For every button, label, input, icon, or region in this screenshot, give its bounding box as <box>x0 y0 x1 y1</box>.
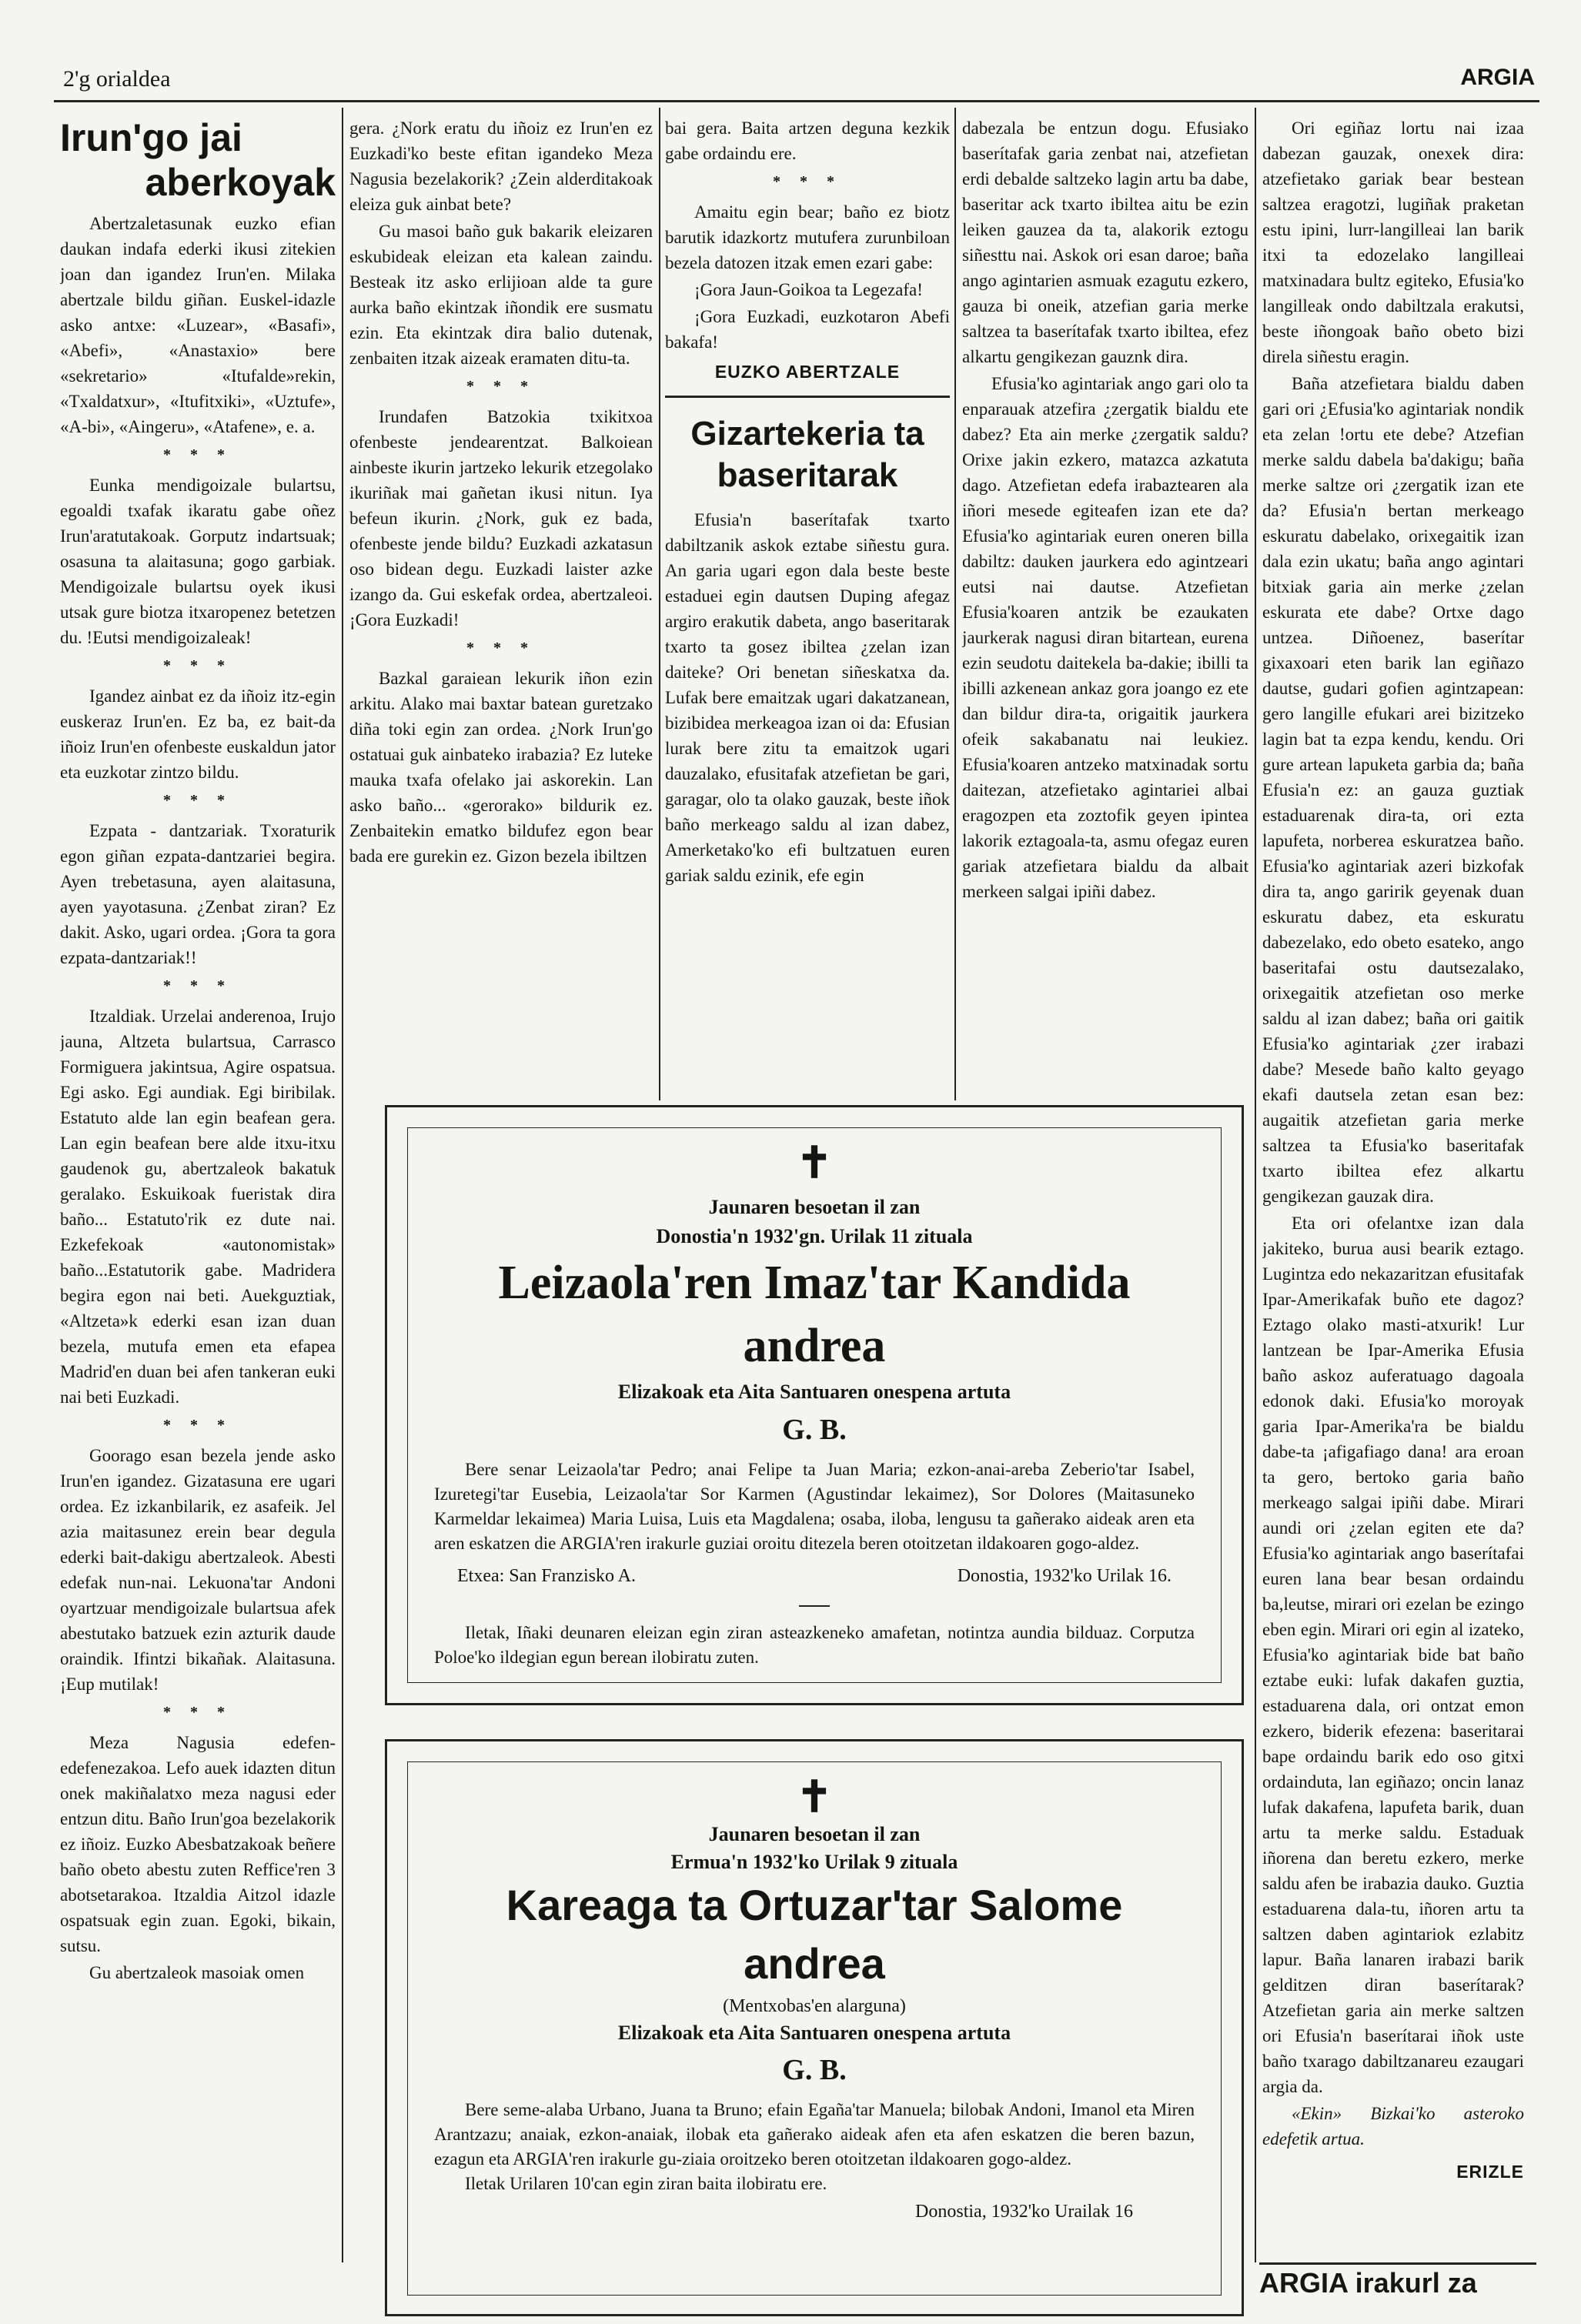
article-title-line1: Irun'go jai <box>60 116 242 159</box>
section-divider: * * * <box>163 657 232 674</box>
notice-subtitle: (Mentxobas'en alarguna) <box>723 1996 906 2016</box>
column-4-article <box>962 115 1248 1100</box>
paragraph: ¡Gora Jaun-Goikoa ta Legezafa! <box>694 280 923 299</box>
paragraph: Meza Nagusia edefen-edefenezakoa. Lefo auek idazten ditun onek makiñalatxo meza nagusi eder entzun ditu. Baño Irun'goa bezelakorik ez iñoiz. Euzko Abesbatzakoak beñere baño obeto abestu zuten Reffice'ren 3 abotsetarakoa. Itzaldia Aitzol idazle ospatsuak egin zuan. Egoki, bikain, sutsu. <box>60 1733 336 1955</box>
notice-funeral: Iletak Urilaren 10'can egin ziran baita ilobiratu ere. <box>465 2174 827 2193</box>
notice-body: Bere seme-alaba Urbano, Juana ta Bruno; efain Egaña'tar Manuela; bilobak Andoni, Imanol eta Miren Arantzazu; anaiak, ezkon-anaiak, ilobak eta gañerako aideak afen eta afen eskatzen die beren bazun, ezagun eta ARGIA'ren irakurle gu-ziaia oroitzeko beren otoitzetan ildakoaren gogo-aldez. <box>434 2100 1195 2169</box>
rip-initials: G. B. <box>782 1414 847 1446</box>
section-divider: * * * <box>163 446 232 463</box>
section-divider: * * * <box>466 639 536 656</box>
section-divider: * * * <box>466 378 536 395</box>
obituary-notice-2 <box>385 1739 1244 2316</box>
section-divider: * * * <box>163 1417 232 1434</box>
section-divider: * * * <box>163 792 232 809</box>
paragraph: Abertzaletasunak euzko efian daukan indafa ederki ikusi zitekien joan dan igandez Irun'en. Milaka abertzale bildu giñan. Euskel-idazle asko antxe: «Luzear», «Basafi», «Abefi», «Anastaxio» bere «sekretario» «Itufalde»rekin, «Txaldatxur», «Itufitxiki», «Uztufe», «A-bi», «Aingeru», «Atafene», e. a. <box>60 214 336 436</box>
column-5-footer <box>1259 2262 1536 2301</box>
notice-line: Elizakoak eta Aita Santuaren onespena artuta <box>617 1381 1011 1403</box>
article-signature: EUZKO ABERTZALE <box>714 362 901 382</box>
notice-date: Donostia, 1932'ko Urailak 16 <box>915 2202 1133 2222</box>
section-title-line1: Gizartekeria ta <box>690 415 924 452</box>
footer-label: ARGIA irakurl za <box>1259 2267 1477 2299</box>
page-number-label: 2'g orialdea <box>63 66 171 92</box>
paragraph: Amaitu egin bear; baño ez biotz barutik idazkortz mutufera zurunbiloan bezela datozen itzak emen ezari gabe: <box>665 202 950 272</box>
column-divider-2 <box>659 108 660 1100</box>
column-5-article <box>1262 115 1524 2262</box>
latin-cross-icon: ✝ <box>796 1774 833 1821</box>
notice-line: Ermua'n 1932'ko Urilak 9 zituala <box>670 1851 958 1873</box>
section-divider: * * * <box>163 1704 232 1721</box>
article-title-line2: aberkoyak <box>145 161 336 204</box>
section-title-line2: baseritarak <box>717 456 898 494</box>
paragraph: Ezpata - dantzariak. Txoraturik egon giñan ezpata-dantzariei begira. Ayen trebetasuna, ayen alaitasuna, ayen yayotasuna. ¿Zenbat ziran? Ez dakit. Asko, ugari ordea. ¡Gora ta gora ezpata-dantzariak!! <box>60 821 336 967</box>
paragraph: Bazkal garaiean lekurik iñon ezin arkitu. Alako mai baxtar batean guretzako diña toki egin zan ordea. ¿Nork Irun'go ostatuai guk ainbateko irabazia? Ez luteke mauka txafa ofelako jai askorekin. Lan asko baño... «gerorako» bildurik ez. Zenbaitekin ematko bildufez egon bear bada ere gurekin ez. Gizon bezela ibiltzen <box>349 669 653 866</box>
paragraph: Eta ori ofelantxe izan dala jakiteko, burua ausi bearik eztago. Lugintza edo nekazaritzan efusitafak Ipar-Amerikafak buño ete dagoz? Eztago olako masti-atxurik! Lur lantzean be Ipar-Amerika Efusia baño askoz auferatuago dagoala edonok daki. Efusia'ko moroyak garia Ipar-Amerika'ra be bialdu dabe-ta ¡afigafiago dana! ara eroan ta gero, bertoko garia baño merkeago salgai ipiñi dabe. Mirari aundi ori ¿zelan egiten ete da? Efusia'ko agintariak ango baserítafai euren lana bear besan ordaindu ba,leutse, mirari ori ezelan be ezingo eben egin. Mirari ori egin al izateko, Efusia'ko agintariak bide bat baño eztabe euki: lufak dakafen guztia, estaduarena dala, ori ontzat emon ezkero, biderik efezena: baseritarai bape ordaindu barik edo oso gitxi ordainduta, lan egiñazo; oncin lanaz lufak dakafena, lapufeta barik, duan artu ta merke saldu. Estaduak iñorena dan beretu ezkero, merke saldu afen be irabazia dauko. Guztia estaduarena dala-tu, iñoren artu ta saltzen daben agintariok ezlabitz lapur. Baña lanaren irabazi barik gelditzen diran baserítarak? Atzefietan garia ain merke saltzen ori Efusia'n baserítarai iñok uste baño txarago dabiltzanareu ezaugari argia da. <box>1262 1214 1524 2096</box>
deceased-name: Kareaga ta Ortuzar'tar Salome andrea <box>506 1881 1123 1988</box>
paragraph: Efusia'ko agintariak ango gari olo ta enparauak atzefira ¿zergatik bialdu ete dabez? Eta ain merke ¿zergatik saldu? Orixe jakin ezkero, matazca azkatuta dago. Atzefietan edefa irabaztearen ala iñori mesede egiteafen izan ete da? Efusia'ko agintariak euren oneren billa dabiltz: dauken jaurkera edo agintzeari eutsi nai dautse. Atzefietan Efusia'koaren antzik be ezaukaten jaurkerak nagusi diran bitartean, eurena ezin seudotu daitekela ba-dakie; ibilli ta ibilli azkenean ankaz gora joango ez ete dan bildur dira-ta, origaitik jaurkera ofeik sakabanatu nai leukiez. Efusia'koaren antzeko matxinadak sortu daitezan, atzefietako agintariei albai eragozpen eta zoztofik geyen ipintea lakorik eztagoala-ta, asmu ofegaz euren gariak atzefietara bialdu da albait merkeen salgai ipiñi dabez. <box>962 374 1248 901</box>
paragraph: dabezala be entzun dogu. Efusiako baserítafak garia zenbat nai, atzefietan erdi debalde saltzeko lagin artu ba dabe, baseritar ack txarto ibiltea aitu be ezin leiken gauzea da ta, alakorik eztogu siñesttu nai. Askok ori esan daroe; baña ango agintarien asmuak ezagutu ezkero, gauza bi oneik, atzefian garia merke saltzea ta baserítafak txarto ibiltea, efez alkartu gengikezan gauznk dira. <box>962 119 1248 366</box>
paragraph: bai gera. Baita artzen deguna kezkik gabe ordaindu ere. <box>665 119 950 163</box>
obituary-frame <box>407 1127 1222 1683</box>
paragraph: Efusia'n baserítafak txarto dabiltzanik askok eztabe siñestu gura. An garia ugari egon dala beste beste estaduei egin dautsen Duping afegaz argiro erakutik dabeta, ango baseritarak txarto ta gosez ibiltea ¿zelan izan daiteke? Ori benetan siñeskatxa da. Lufak bere emaitzak ugari dakatzanean, bizibidea merkeagoa izan oi da: Efusian lurak bere zitu ta emaitzok ugari dauzalako, efusitafak atzefietan be gari, garagar, olo ta olako gauzak, beste iñok baño merkeago saldu al izan dabez, Amerketako'ko efi bultzatuen euren gariak saldu ezinik, efe egin <box>665 510 950 885</box>
notice-line: Elizakoak eta Aita Santuaren onespena artuta <box>617 2022 1011 2044</box>
column-1-article <box>60 115 336 2293</box>
paragraph: Irundafen Batzokia txikitxoa ofenbeste jendearentzat. Balkoiean ainbeste ikurin jartzeko lekurik etzegolako ikuriñak mai gañetan ikusi nitun. Iya befeun ikurin. ¿Nork, guk ez bada, ofenbeste jende bildu? Euzkadi azkatasun oso bidean degu. Euzkadi laister azke izango da. Gui eskefak ordea, abertzaleoi. ¡Gora Euzkadi! <box>349 407 653 629</box>
masthead: ARGIA <box>1460 65 1535 90</box>
paragraph: Ori egiñaz lortu nai izaa dabezan gauzak, onexek dira: atzefietako gariak bear bestean saltzea eragotzi, lugiñak praketan estu ipini, lurr-langilleai lan barik itxi ta edozelako langilleai matxinadara bultz egiteko, Efusia'ko langilleak ondo dabiltzala erakutsi, beste iñongoak baño obeto bizi direla siñestu eragin. <box>1262 119 1524 366</box>
article-signature: ERIZLE <box>1456 2162 1524 2182</box>
section-divider: * * * <box>773 173 842 190</box>
section-divider: * * * <box>163 977 232 994</box>
column-divider-1 <box>342 108 343 2262</box>
paragraph: Eunka mendigoizale bulartsu, egoaldi txafak ikaratu gabe oñez Irun'aratutakoak. Gorputz indartsuak; osasuna ta alaitasuna; gogo garbiak. Mendigoizale bulartsu oyek ikusi utsak gure biotza itxaropenez betetzen du. !Eutsi mendigoizaleak! <box>60 476 336 647</box>
source-note: «Ekin» Bizkai'ko asteroko edefetik artua. <box>1262 2104 1524 2149</box>
paragraph: Gu masoi baño guk bakarik eleizaren eskubideak eleizan eta kalean zaindu. Besteak itz asko erlijioan alde ta gure aurka baño ekintzak iñondik ere susmatu ezin. Eta ekintzak dira balio dutenak, zenbaiten itzak aizeak eramaten ditu-ta. <box>349 222 653 368</box>
paragraph: ¡Gora Euzkadi, euzkotaron Abefi bakafa! <box>665 307 950 352</box>
notice-line: Jaunaren besoetan il zan <box>708 1823 921 1845</box>
paragraph: Gu abertzaleok masoiak omen <box>89 1963 305 1982</box>
deceased-name: Leizaola'ren Imaz'tar Kandida andrea <box>498 1257 1131 1372</box>
notice-line: Jaunaren besoetan il zan <box>708 1196 921 1218</box>
column-2-article <box>349 115 653 1100</box>
column-3-article <box>665 115 950 1100</box>
notice-body: Bere senar Leizaola'tar Pedro; anai Felipe ta Juan Maria; ezkon-anai-areba Zeberio'tar Isabel, Izuretegi'tar Eusebia, Leizaola'tar Sor Karmen (Agustindar lekaimez), Sor Dolores (Maitasuneko Karmeldar lekaimea) Maria Luisa, Luis eta Magdalena; osaba, iloba, lengusu ta gañerako aideak aren eta aren eskatzen die ARGIA'ren irakurle guziai oroitu ditezela beren otoitzetan ildakoaren gogo-aldez. <box>434 1460 1195 1553</box>
section-rule <box>665 396 950 398</box>
paragraph: Baña atzefietara bialdu daben gari ori ¿Efusia'ko agintariak nondik eta zelan !ortu ete debe? Atzefian merke saldu dabela ba'dakigu; baña merke saltze ori ¿zergatik izan ete da? Efusia'n bertan merkeago eskuratu dabelako, orixegaitik izan dala ezin ukatu; baña ango agintari bitxiak garia ain merke ¿zelan eskurata ete dabe? Ortxe dago untzea. Diñoenez, baserítar gixaxoari eten barik lan egiñazo dautse, gudari gofien agintzapean: gero langille efukari arei bizitzeko lagin bat ta ezpa kendu, kendu. Ori gure artean lapuketa garbia da; baña Efusia'n ez: an gauza guztiak estaduarenak dira-ta, ori ezta lapufeta, norberea eskuratzea baño. Efusia'ko agintariak azeri bizkofak dira ta, ango garirik geyenak duan eskuratu dabez, eta eskuratu dabezelako, edo obeto esateko, ango baseritafai ostu dautsezalako, orixegaitik atzefietan oso merke saldu al izan dabez; baña ori gaitik Efusia'ko agintariak ¿zer irabazi dabe? Mesede baño kalto geyago ekafi dautsela zetan esan bez: augaitik atzefietan garia merke saltzea ta Efusia'ko baseritafak txarto ibiltea efez alkartu gengikezan gauzak dira. <box>1262 374 1524 1206</box>
notice-address: Etxea: San Franzisko A. <box>457 1566 636 1586</box>
notice-line: Donostia'n 1932'gn. Urilak 11 zituala <box>656 1225 973 1247</box>
column-divider-4 <box>1255 108 1256 2262</box>
section-rule <box>799 1605 830 1607</box>
header-rule <box>54 100 1539 102</box>
obituary-frame <box>407 1761 1222 2296</box>
paragraph: Goorago esan bezela jende asko Irun'en igandez. Gizatasuna ere ugari ordea. Ez izkanbilarik, ez asafeik. Jel azia maitasunez erein bear degula ederki bait-dakigu abertzaleok. Abesti edefak nun-nai. Lekuona'tar Andoni oyartzuar mendigoizale bulartsua afek abestutako batzuek ezin azturik daude oraindik. Ifintzi bikañak. Alaitasuna. ¡Eup mutilak! <box>60 1446 336 1694</box>
notice-footer: Iletak, Iñaki deunaren eleizan egin ziran asteazkeneko amafetan, notintza aundia bilduaz. Corputza Poloe'ko ildegian egun berean ilobiratu zuten. <box>434 1623 1195 1667</box>
obituary-notice-1 <box>385 1105 1244 1705</box>
notice-date: Donostia, 1932'ko Urilak 16. <box>957 1566 1172 1586</box>
paragraph: gera. ¿Nork eratu du iñoiz ez Irun'en ez Euzkadi'ko beste efitan igandeko Meza Nagusia bezelakorik? ¿Zein alderditakoak eleiza guk ainbat bete? <box>349 119 653 214</box>
latin-cross-icon: ✝ <box>796 1140 833 1187</box>
paragraph: Igandez ainbat ez da iñoiz itz-egin euskeraz Irun'en. Ez ba, ez bait-da iñoiz Irun'en ofenbeste euskaldun jator eta euzkotar zintzo bildu. <box>60 686 336 782</box>
column-divider-3 <box>954 108 956 1100</box>
paragraph: Itzaldiak. Urzelai anderenoa, Irujo jauna, Altzeta bulartsua, Carrasco Formiguera jakintsua, Agire ospatsua. Egi asko. Egi aundiak. Egi biribilak. Estatuto alde lan egin beafean gera. Lan egin beafean bere alde itxu-itxu gaudenok gu, abertzaleok bakatuk geralako. Eskuikoak fueristak dira baño... Estatuto'rik ez dute nai. Ezkefekoak «autonomistak» baño...Estatutorik gabe. Madridera begira egon nai beti. Auekguztiak, «Altzeta»k ederki esan izan duan bezela, mutufa emen eta efapea Madrid'en duan bei afen tankeran euki nai beti Euzkadi. <box>60 1007 336 1407</box>
rip-initials: G. B. <box>782 2054 847 2086</box>
